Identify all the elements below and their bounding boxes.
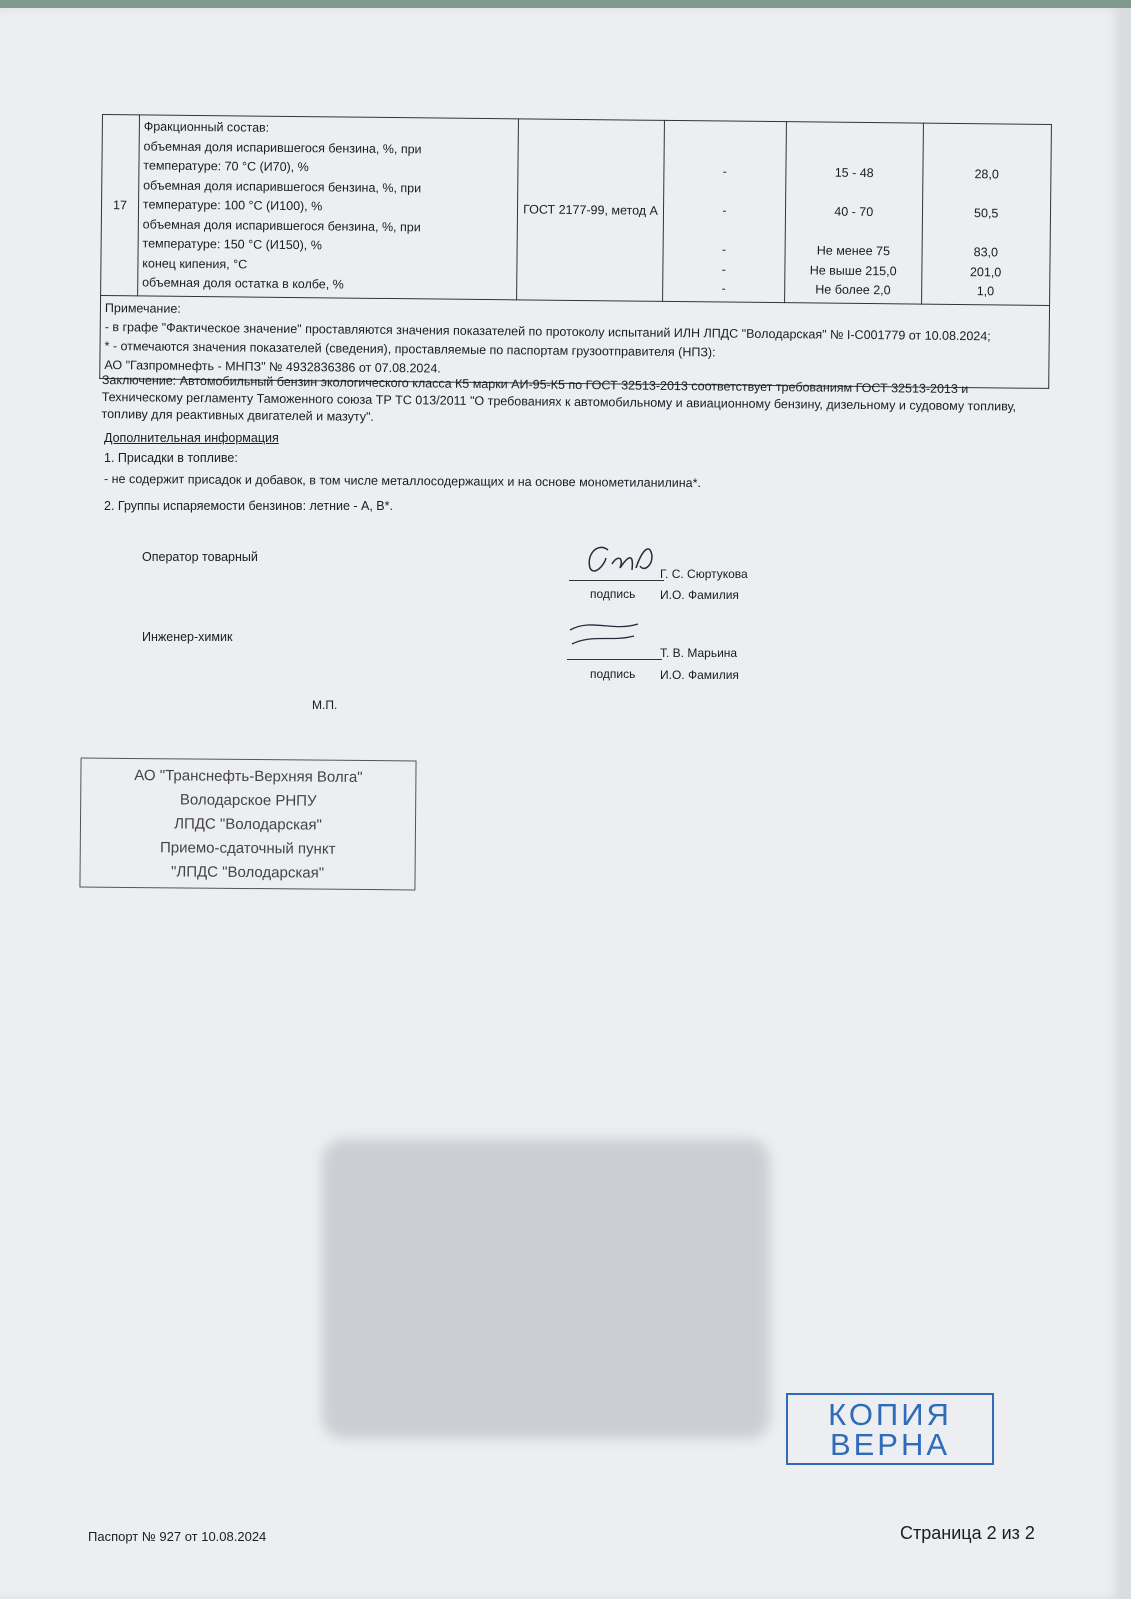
param-line: объемная доля остатка в колбе, % (142, 275, 344, 292)
page-number: Страница 2 из 2 (900, 1523, 1035, 1543)
dash: - (722, 164, 727, 179)
row-number: 17 (101, 115, 140, 296)
signature-line (567, 659, 662, 660)
copy-stamp-line: КОПИЯ (828, 1397, 952, 1432)
param-line: конец кипения, °С (142, 255, 248, 272)
passport-footer: Паспорт № 927 от 10.08.2024 (88, 1529, 267, 1544)
signature-image (562, 616, 662, 656)
seal-place-label: М.П. (312, 698, 338, 712)
param-cell (137, 115, 518, 299)
norm-value: 40 - 70 (834, 204, 874, 220)
actual-cell (921, 123, 1051, 305)
conclusion: Заключение: Автомобильный бензин экологического класса К5 марки АИ-95-К5 по ГОСТ 32513-2013 соответствует требованиям ГОСТ 32513-2013 и Техническому регламенту Таможенного союза ТР ТС 013/2011 "О требованиях к автомобильному и авиационному бензину, дизельному и судовому топливу, топливу для реактивных двигателей и мазуту". (101, 372, 1017, 424)
dash: - (722, 203, 727, 218)
stamp-line: Приемо-сдаточный пункт (159, 839, 336, 858)
actual-value: 28,0 (974, 167, 999, 182)
norm-value: Не выше 215,0 (809, 262, 897, 278)
table-row (101, 115, 1052, 305)
dash-cell (662, 120, 786, 302)
note-line: * - отмечаются значения показателей (сведения), проставляемые по паспортам грузоотправителя (НПЗ): (104, 338, 716, 359)
param-line: температуре: 150 °С (И150), % (142, 236, 322, 253)
additional-line: 1. Присадки в топливе: (104, 451, 238, 465)
note-line: - в графе "Фактическое значение" проставляются значения показателей по протоколу испытаний ИЛН ЛПДС "Володарская" № I-C001779 от 10.08.2024; (104, 319, 991, 343)
sign-label: подпись (590, 667, 636, 681)
additional-line: 2. Группы испаряемости бензинов: летние - А, В*. (104, 499, 393, 513)
dash: - (721, 242, 727, 257)
param-line: температуре: 70 °С (И70), % (143, 158, 309, 175)
actual-value: 1,0 (976, 284, 995, 299)
norm-cell (785, 122, 923, 304)
additional-line: - не содержит присадок и добавок, в том числе металлосодержащих и на основе монометиланилина*. (103, 471, 702, 491)
signer-role: Инженер-химик (142, 630, 233, 644)
stamp-line: АО "Транснефть-Верхняя Волга" (134, 767, 363, 786)
dash: - (721, 281, 726, 296)
param-line: объемная доля испарившегося бензина, %, при (143, 138, 422, 156)
norm-value: 15 - 48 (834, 165, 874, 181)
dash: - (721, 261, 726, 277)
additional-heading: Дополнительная информация (104, 431, 279, 445)
param-line: объемная доля испарившегося бензина, %, при (142, 216, 421, 234)
param-line: объемная доля испарившегося бензина, %, при (143, 177, 422, 195)
sign-label: подпись (590, 587, 636, 601)
photo-top-edge (0, 0, 1131, 8)
copy-stamp-line: ВЕРНА (829, 1427, 951, 1462)
organization-stamp (79, 758, 416, 891)
signer-name: Т. В. Марьина (660, 646, 738, 660)
document-page (0, 8, 1121, 1599)
norm-value: Не более 2,0 (815, 282, 891, 298)
param-line: Фракционный состав: (143, 119, 270, 135)
stamp-line: Володарское РНПУ (179, 791, 317, 810)
note-label: Примечание: (104, 300, 181, 316)
stamp-line: "ЛПДС "Володарская" (170, 863, 325, 882)
method-cell: ГОСТ 2177-99, метод А (517, 119, 664, 301)
norm-value: Не менее 75 (816, 243, 891, 259)
name-label: И.О. Фамилия (660, 668, 739, 682)
fraction-table (99, 114, 1052, 388)
signer-name: Г. С. Сюртукова (660, 567, 748, 581)
param-line: температуре: 100 °С (И100), % (142, 197, 323, 214)
signature-line (569, 580, 664, 581)
copy-certified-stamp (786, 1393, 994, 1465)
stamp-line: ЛПДС "Володарская" (174, 815, 322, 834)
blurred-region (322, 1139, 770, 1439)
actual-value: 50,5 (974, 206, 999, 221)
actual-value: 83,0 (973, 245, 999, 260)
actual-value: 201,0 (969, 264, 1002, 279)
name-label: И.О. Фамилия (660, 588, 739, 602)
signer-role: Оператор товарный (142, 550, 258, 564)
note-line: АО "Газпромнефть - МНПЗ" № 4932836386 от 07.08.2024. (104, 357, 441, 376)
